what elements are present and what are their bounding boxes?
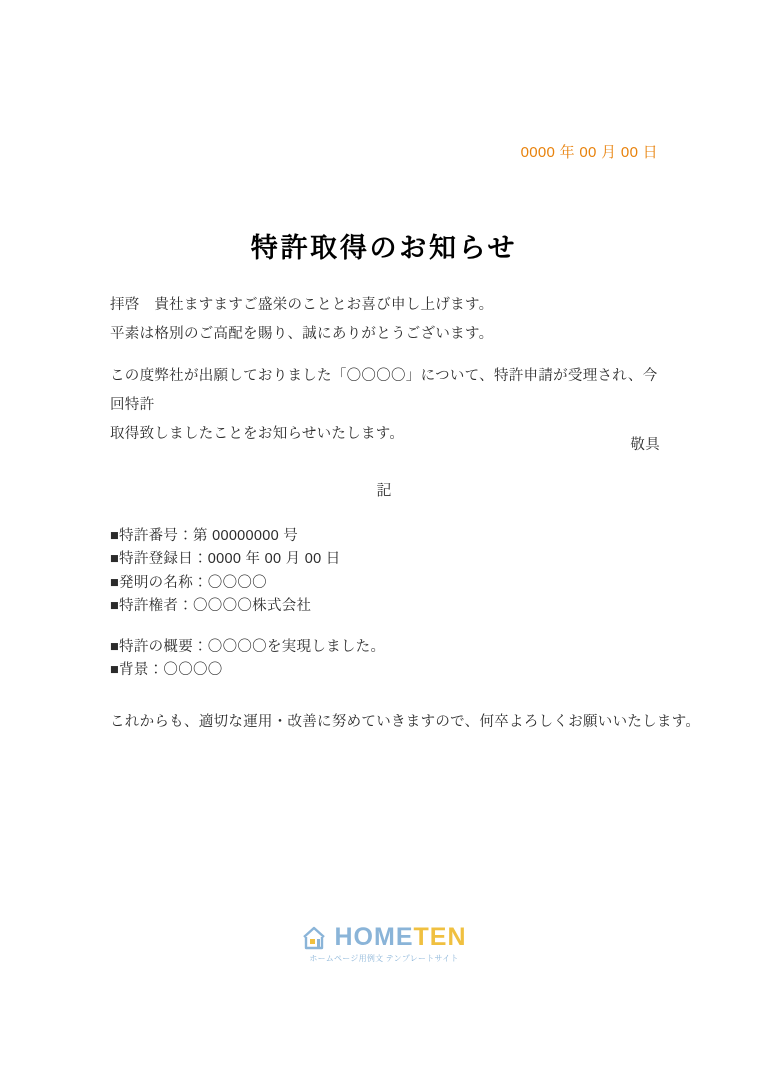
list-item: ■特許権者：〇〇〇〇株式会社 [110,598,312,615]
document-date: 0000 年 00 月 00 日 [520,144,658,161]
closing-note: これからも、適切な運用・改善に努めていきますので、何卒よろしくお願いいたします。 [110,714,701,730]
house-logo-icon [302,926,328,950]
patent-summary-list [110,636,660,683]
list-item: ■特許登録日：0000 年 00 月 00 日 [110,551,341,568]
list-item: ■特許番号：第 00000000 号 [110,528,299,544]
watermark-name-part1: HOME [334,923,414,951]
site-watermark [0,925,768,964]
watermark-tagline: ホームページ用例文 テンプレートサイト [309,954,459,963]
list-item: ■発明の名称：〇〇〇〇 [110,574,267,591]
patent-details-list [110,525,660,619]
closing-salutation: 敬具 [630,437,660,453]
greeting-line-1: 拝啓 貴社ますますご盛栄のこととお喜び申し上げます。 [110,297,494,313]
greeting-paragraph [110,291,660,349]
main-paragraph-line-2: 取得致しましたことをお知らせいたします。 [110,426,405,442]
greeting-line-2: 平素は格別のご高配を賜り、誠にありがとうございます。 [110,326,494,342]
ki-mark: 記 [376,482,392,499]
watermark-name-part2: TEN [413,923,467,951]
watermark-name [335,925,467,950]
list-item: ■特許の概要：〇〇〇〇を実現しました。 [110,639,386,655]
watermark-logo-row [302,925,467,950]
page-title: 特許取得のお知らせ [250,233,518,263]
main-paragraph-line-1: この度弊社が出願しておりました「〇〇〇〇」について、特許申請が受理され、今回特許 [110,368,658,413]
list-item: ■背景：〇〇〇〇 [110,662,223,679]
